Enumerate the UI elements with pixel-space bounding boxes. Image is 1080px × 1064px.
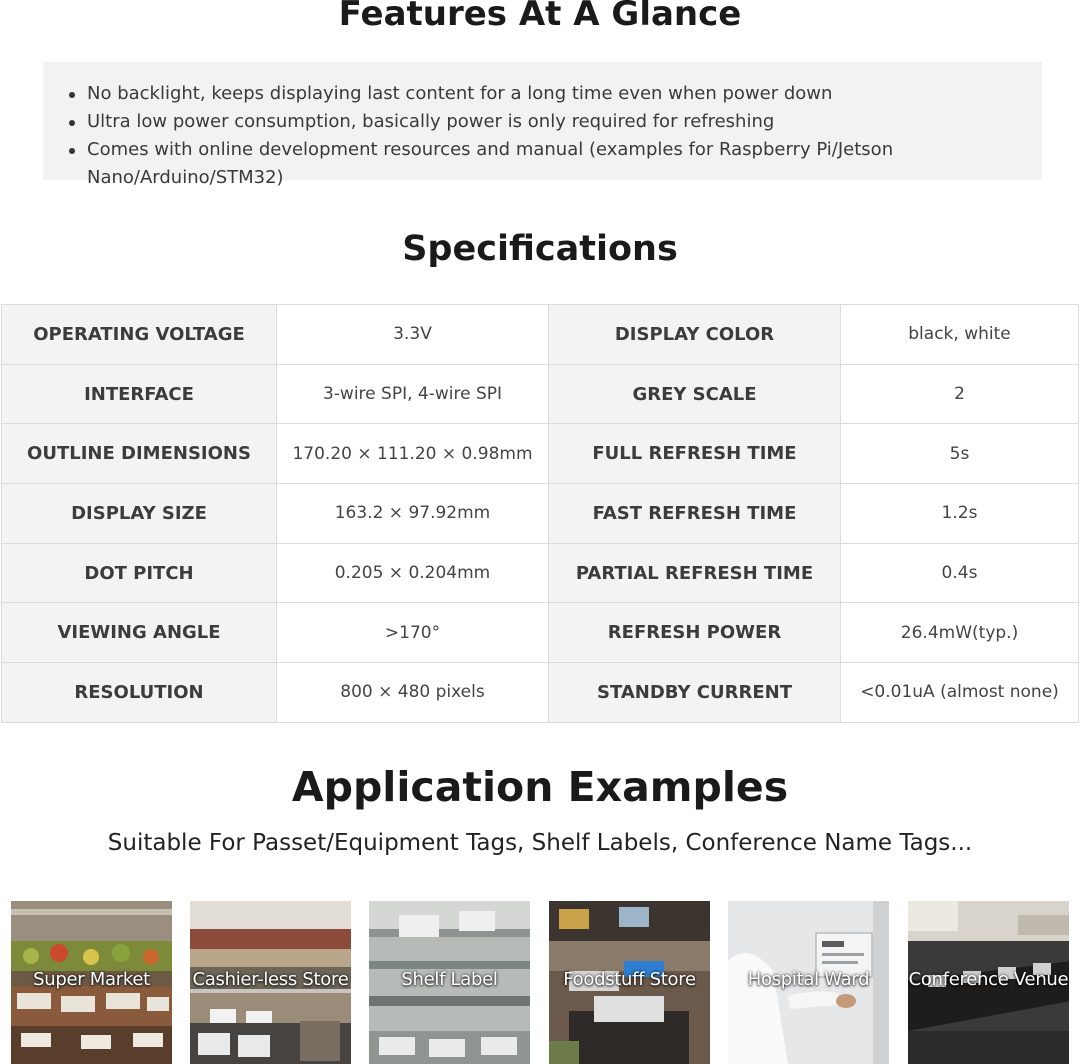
spec-key: RESOLUTION (2, 663, 277, 723)
spec-key: FAST REFRESH TIME (549, 484, 841, 544)
feature-item: Comes with online development resources and manual (examples for Raspberry Pi/Jetson Nano/Arduino/STM32) (67, 136, 1042, 192)
spec-value: 3.3V (277, 305, 549, 365)
spec-value: 3-wire SPI, 4-wire SPI (277, 364, 549, 424)
applications-title: Application Examples (291, 763, 789, 811)
applications-subtitle: Suitable For Passet/Equipment Tags, Shelf Labels, Conference Name Tags... (107, 830, 973, 856)
spec-value: 800 × 480 pixels (277, 663, 549, 723)
application-card-super-market (11, 901, 172, 1064)
spec-key: REFRESH POWER (549, 603, 841, 663)
spec-key: DISPLAY COLOR (549, 305, 841, 365)
application-card-conference-venue (908, 901, 1069, 1064)
application-card-shelf-label (369, 901, 530, 1064)
spec-key: OPERATING VOLTAGE (2, 305, 277, 365)
application-card-cashier-less-store (190, 901, 351, 1064)
spec-value: <0.01uA (almost none) (841, 663, 1079, 723)
spec-key: DOT PITCH (2, 543, 277, 603)
spec-value: 2 (841, 364, 1079, 424)
spec-value: 26.4mW(typ.) (841, 603, 1079, 663)
spec-value: 1.2s (841, 484, 1079, 544)
applications-gallery (11, 901, 1071, 1064)
features-list (43, 62, 1042, 192)
spec-value: >170° (277, 603, 549, 663)
spec-row (2, 663, 1079, 723)
feature-item: No backlight, keeps displaying last content for a long time even when power down (67, 80, 1042, 108)
application-label: Shelf Label (401, 969, 498, 990)
feature-item: Ultra low power consumption, basically power is only required for refreshing (67, 108, 1042, 136)
spec-key: STANDBY CURRENT (549, 663, 841, 723)
features-title: Features At A Glance (338, 0, 742, 34)
spec-row (2, 305, 1079, 365)
spec-row (2, 484, 1079, 544)
spec-key: DISPLAY SIZE (2, 484, 277, 544)
spec-key: VIEWING ANGLE (2, 603, 277, 663)
spec-key: OUTLINE DIMENSIONS (2, 424, 277, 484)
spec-row (2, 364, 1079, 424)
spec-key: INTERFACE (2, 364, 277, 424)
application-label: Super Market (33, 969, 150, 990)
application-card-foodstuff-store (549, 901, 710, 1064)
spec-value: black, white (841, 305, 1079, 365)
spec-value: 170.20 × 111.20 × 0.98mm (277, 424, 549, 484)
application-label: Conference Venue (908, 969, 1069, 990)
specifications-title: Specifications (402, 229, 678, 269)
spec-row (2, 603, 1079, 663)
application-label: Cashier-less Store (192, 969, 349, 990)
spec-row (2, 424, 1079, 484)
application-label: Hospital Ward (747, 969, 870, 990)
application-card-hospital-ward (728, 901, 889, 1064)
spec-key: GREY SCALE (549, 364, 841, 424)
features-box (43, 62, 1042, 188)
spec-value: 5s (841, 424, 1079, 484)
spec-value: 0.205 × 0.204mm (277, 543, 549, 603)
spec-key: FULL REFRESH TIME (549, 424, 841, 484)
spec-value: 0.4s (841, 543, 1079, 603)
spec-value: 163.2 × 97.92mm (277, 484, 549, 544)
application-label: Foodstuff Store (563, 969, 696, 990)
specifications-table (1, 304, 1079, 723)
spec-key: PARTIAL REFRESH TIME (549, 543, 841, 603)
spec-row (2, 543, 1079, 603)
